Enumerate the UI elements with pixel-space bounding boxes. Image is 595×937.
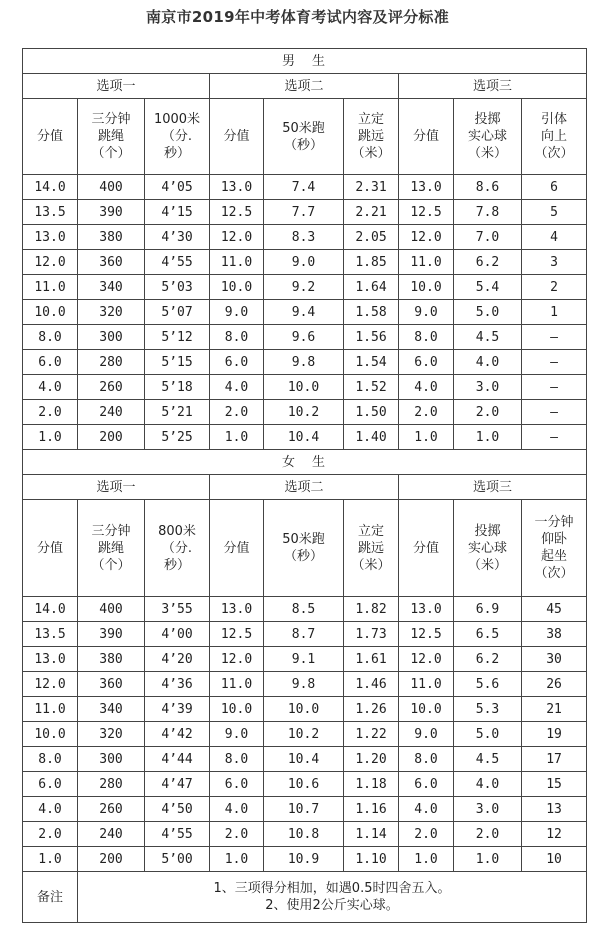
female-table-cell: 4’55 [145, 822, 210, 847]
male-table-cell: 1.58 [344, 300, 399, 325]
male-table-cell: 1.0 [399, 425, 454, 450]
male-table-cell: 280 [78, 350, 145, 375]
female-table-cell: 8.0 [399, 747, 454, 772]
female-table-cell: 1.26 [344, 697, 399, 722]
female-table-cell: 1.0 [454, 847, 522, 872]
female-table-cell: 6.0 [210, 772, 264, 797]
female-table-cell: 30 [522, 647, 587, 672]
male-table-cell: 390 [78, 200, 145, 225]
female-table-cell: 4.0 [23, 797, 78, 822]
male-options-row [23, 74, 587, 99]
female-table-cell: 240 [78, 822, 145, 847]
male-table-cell: 10.0 [399, 275, 454, 300]
female-table-cell: 12.0 [210, 647, 264, 672]
male-table-cell: 5 [522, 200, 587, 225]
male-table-cell: 8.0 [23, 325, 78, 350]
female-table-cell: 9.8 [264, 672, 344, 697]
male-option-2: 选项二 [210, 74, 399, 99]
male-table-cell: 8.0 [399, 325, 454, 350]
female-table-cell: 6.0 [23, 772, 78, 797]
female-table-cell: 3.0 [454, 797, 522, 822]
male-column-header: 立定 跳远 （米） [344, 99, 399, 175]
male-table-cell: 9.6 [264, 325, 344, 350]
male-column-header: 50米跑 （秒） [264, 99, 344, 175]
female-table-cell: 320 [78, 722, 145, 747]
male-table-cell: 12.0 [399, 225, 454, 250]
male-table-cell: 2.0 [454, 400, 522, 425]
female-table-cell: 10.8 [264, 822, 344, 847]
male-table-cell: 400 [78, 175, 145, 200]
male-table-cell: 10.0 [210, 275, 264, 300]
female-table-cell: 13 [522, 797, 587, 822]
male-table-cell: 13.5 [23, 200, 78, 225]
female-table-cell: 4’47 [145, 772, 210, 797]
male-table-cell: 12.0 [23, 250, 78, 275]
male-table-cell: 10.2 [264, 400, 344, 425]
female-table-cell: 13.0 [399, 597, 454, 622]
female-table-cell: 4.0 [399, 797, 454, 822]
female-table-row [23, 722, 587, 747]
female-table-cell: 1.73 [344, 622, 399, 647]
female-table-row [23, 697, 587, 722]
male-option-3: 选项三 [399, 74, 587, 99]
male-table-cell: 5’18 [145, 375, 210, 400]
female-table-cell: 300 [78, 747, 145, 772]
female-table-cell: 12.0 [399, 647, 454, 672]
female-table-cell: 13.5 [23, 622, 78, 647]
male-table-cell: 7.4 [264, 175, 344, 200]
male-table-cell: 240 [78, 400, 145, 425]
female-table-cell: 1.61 [344, 647, 399, 672]
female-table-cell: 19 [522, 722, 587, 747]
male-table-cell: 5’12 [145, 325, 210, 350]
male-table-cell: 10.0 [23, 300, 78, 325]
male-table-row [23, 400, 587, 425]
male-table-cell: 9.8 [264, 350, 344, 375]
female-table-cell: 4’39 [145, 697, 210, 722]
male-table-cell: 2.0 [210, 400, 264, 425]
male-table-cell: 4.0 [23, 375, 78, 400]
male-table-cell: 13.0 [210, 175, 264, 200]
male-table-cell: 9.4 [264, 300, 344, 325]
male-table-cell: 7.0 [454, 225, 522, 250]
male-table-cell: 1.0 [23, 425, 78, 450]
female-table-cell: 10.7 [264, 797, 344, 822]
female-column-header: 50米跑 （秒） [264, 500, 344, 597]
female-column-header: 立定 跳远 （米） [344, 500, 399, 597]
male-table-cell: 2.05 [344, 225, 399, 250]
female-table-cell: 360 [78, 672, 145, 697]
female-table-cell: 26 [522, 672, 587, 697]
male-table-cell: 9.0 [264, 250, 344, 275]
male-table-cell: 4’15 [145, 200, 210, 225]
female-table-cell: 11.0 [23, 697, 78, 722]
note-item: 2、使用2公斤实心球。 [265, 898, 399, 913]
female-table-row [23, 772, 587, 797]
female-table-cell: 11.0 [399, 672, 454, 697]
female-table-cell: 8.0 [210, 747, 264, 772]
female-table-row [23, 622, 587, 647]
female-table-cell: 1.82 [344, 597, 399, 622]
male-table-cell: 11.0 [23, 275, 78, 300]
male-table-cell: 13.0 [399, 175, 454, 200]
male-column-header: 三分钟 跳绳 （个） [78, 99, 145, 175]
male-table-cell: 4.5 [454, 325, 522, 350]
female-table-cell: 4’50 [145, 797, 210, 822]
female-column-header: 三分钟 跳绳 （个） [78, 500, 145, 597]
female-table-cell: 4’20 [145, 647, 210, 672]
female-table-cell: 13.0 [210, 597, 264, 622]
female-table-cell: 6.5 [454, 622, 522, 647]
male-table-cell: 6.0 [210, 350, 264, 375]
female-column-header: 800米 （分. 秒） [145, 500, 210, 597]
male-table-cell: – [522, 425, 587, 450]
male-table-cell: 1.54 [344, 350, 399, 375]
notes-content [78, 872, 587, 923]
female-table-cell: 390 [78, 622, 145, 647]
male-table-cell: 5.4 [454, 275, 522, 300]
male-table-row [23, 250, 587, 275]
male-table-cell: 12.5 [210, 200, 264, 225]
female-table-cell: 4’36 [145, 672, 210, 697]
notes-label: 备注 [23, 872, 78, 923]
female-table-cell: 4.0 [210, 797, 264, 822]
male-column-header: 分值 [23, 99, 78, 175]
male-table-cell: – [522, 325, 587, 350]
male-table-cell: 300 [78, 325, 145, 350]
female-table-cell: 5.0 [454, 722, 522, 747]
male-table-row [23, 300, 587, 325]
male-table-cell: 260 [78, 375, 145, 400]
female-table-row [23, 797, 587, 822]
female-table-cell: 11.0 [210, 672, 264, 697]
male-table-cell: 6.0 [23, 350, 78, 375]
female-table-row [23, 822, 587, 847]
male-table-cell: 200 [78, 425, 145, 450]
male-table-cell: 6 [522, 175, 587, 200]
female-table-cell: 10.0 [23, 722, 78, 747]
male-table-row [23, 375, 587, 400]
male-table-cell: 7.8 [454, 200, 522, 225]
female-table-cell: 1.10 [344, 847, 399, 872]
female-table-cell: 1.22 [344, 722, 399, 747]
male-table-cell: 1.0 [210, 425, 264, 450]
female-table-cell: 1.20 [344, 747, 399, 772]
female-column-header: 分值 [23, 500, 78, 597]
male-table-row [23, 425, 587, 450]
female-table-cell: 5’00 [145, 847, 210, 872]
female-table-cell: 3’55 [145, 597, 210, 622]
male-table-cell: 11.0 [399, 250, 454, 275]
male-table-cell: 2.31 [344, 175, 399, 200]
male-section-label: 男 生 [23, 49, 587, 74]
male-table-cell: 5.0 [454, 300, 522, 325]
female-table-cell: 2.0 [210, 822, 264, 847]
female-table-cell: 12 [522, 822, 587, 847]
female-table-cell: 12.5 [210, 622, 264, 647]
female-table-cell: 5.3 [454, 697, 522, 722]
male-table-cell: 1.50 [344, 400, 399, 425]
male-table-row [23, 225, 587, 250]
male-option-1: 选项一 [23, 74, 210, 99]
male-table-cell: 5’03 [145, 275, 210, 300]
male-table-cell: – [522, 400, 587, 425]
male-table-cell: 340 [78, 275, 145, 300]
page-title: 南京市2019年中考体育考试内容及评分标准 [145, 8, 450, 26]
male-table-cell: 320 [78, 300, 145, 325]
male-table-cell: 2.0 [399, 400, 454, 425]
male-table-cell: 1 [522, 300, 587, 325]
female-table-cell: 8.7 [264, 622, 344, 647]
male-table-cell: 6.2 [454, 250, 522, 275]
male-table-cell: 4’55 [145, 250, 210, 275]
male-table-cell: 8.3 [264, 225, 344, 250]
female-table-cell: 9.0 [210, 722, 264, 747]
female-table-cell: 10.2 [264, 722, 344, 747]
male-table-cell: – [522, 375, 587, 400]
female-table-cell: 260 [78, 797, 145, 822]
male-table-cell: 8.0 [210, 325, 264, 350]
female-table-cell: 400 [78, 597, 145, 622]
male-table-cell: 1.0 [454, 425, 522, 450]
female-table-cell: 8.5 [264, 597, 344, 622]
male-table-cell: 380 [78, 225, 145, 250]
female-column-header: 一分钟 仰卧 起坐 （次） [522, 500, 587, 597]
female-table-cell: 1.16 [344, 797, 399, 822]
female-table-cell: 14.0 [23, 597, 78, 622]
male-table-cell: 14.0 [23, 175, 78, 200]
female-table-cell: 4.5 [454, 747, 522, 772]
male-table-cell: 4’05 [145, 175, 210, 200]
male-column-header: 引体 向上 （次） [522, 99, 587, 175]
male-table-cell: 5’07 [145, 300, 210, 325]
male-table-cell: 5’15 [145, 350, 210, 375]
female-table-cell: 45 [522, 597, 587, 622]
male-table-cell: 1.40 [344, 425, 399, 450]
male-table-cell: 360 [78, 250, 145, 275]
female-table-cell: 5.6 [454, 672, 522, 697]
male-table-cell: 1.56 [344, 325, 399, 350]
male-table-cell: 6.0 [399, 350, 454, 375]
male-table-cell: 10.4 [264, 425, 344, 450]
female-option-2: 选项二 [210, 475, 399, 500]
female-table-cell: 17 [522, 747, 587, 772]
female-table-cell: 4’44 [145, 747, 210, 772]
female-option-3: 选项三 [399, 475, 587, 500]
female-table-row [23, 647, 587, 672]
female-table-cell: 340 [78, 697, 145, 722]
male-table-cell: 2.0 [23, 400, 78, 425]
female-section-label: 女 生 [23, 450, 587, 475]
notes-row [23, 872, 587, 923]
male-table-cell: 9.0 [210, 300, 264, 325]
female-table-cell: 2.0 [23, 822, 78, 847]
female-table-cell: 4’42 [145, 722, 210, 747]
female-table-cell: 2.0 [454, 822, 522, 847]
male-table-cell: 13.0 [23, 225, 78, 250]
female-table-cell: 10.0 [210, 697, 264, 722]
female-option-1: 选项一 [23, 475, 210, 500]
male-table-row [23, 200, 587, 225]
female-table-cell: 1.18 [344, 772, 399, 797]
male-column-header: 投掷 实心球 （米） [454, 99, 522, 175]
female-table-cell: 2.0 [399, 822, 454, 847]
male-table-cell: 12.5 [399, 200, 454, 225]
male-table-cell: 4 [522, 225, 587, 250]
female-table-cell: 200 [78, 847, 145, 872]
male-table-cell: – [522, 350, 587, 375]
female-table-row [23, 597, 587, 622]
male-table-row [23, 175, 587, 200]
female-table-cell: 12.5 [399, 622, 454, 647]
female-table-cell: 10.6 [264, 772, 344, 797]
female-table-row [23, 672, 587, 697]
female-table-cell: 9.1 [264, 647, 344, 672]
female-table-cell: 380 [78, 647, 145, 672]
female-table-cell: 1.0 [23, 847, 78, 872]
male-table-cell: 2 [522, 275, 587, 300]
female-table-cell: 13.0 [23, 647, 78, 672]
female-table-cell: 10.0 [264, 697, 344, 722]
female-table-cell: 10.9 [264, 847, 344, 872]
female-table-cell: 1.46 [344, 672, 399, 697]
male-table-cell: 3 [522, 250, 587, 275]
female-table-cell: 15 [522, 772, 587, 797]
female-table-cell: 8.0 [23, 747, 78, 772]
female-table-cell: 38 [522, 622, 587, 647]
male-table-row [23, 325, 587, 350]
male-table-cell: 8.6 [454, 175, 522, 200]
female-options-row [23, 475, 587, 500]
scoring-table [22, 48, 587, 923]
male-table-cell: 5’21 [145, 400, 210, 425]
male-table-row [23, 275, 587, 300]
female-table-cell: 10.0 [399, 697, 454, 722]
female-section-row [23, 450, 587, 475]
male-table-cell: 3.0 [454, 375, 522, 400]
female-table-cell: 6.2 [454, 647, 522, 672]
male-table-row [23, 350, 587, 375]
male-table-cell: 1.64 [344, 275, 399, 300]
female-table-cell: 1.0 [399, 847, 454, 872]
male-table-cell: 10.0 [264, 375, 344, 400]
female-table-cell: 1.14 [344, 822, 399, 847]
female-table-cell: 6.0 [399, 772, 454, 797]
male-table-cell: 1.85 [344, 250, 399, 275]
male-table-cell: 4.0 [399, 375, 454, 400]
female-table-cell: 1.0 [210, 847, 264, 872]
female-table-cell: 21 [522, 697, 587, 722]
male-table-cell: 1.52 [344, 375, 399, 400]
male-table-cell: 4.0 [454, 350, 522, 375]
male-table-cell: 11.0 [210, 250, 264, 275]
female-column-header: 投掷 实心球 （米） [454, 500, 522, 597]
male-column-header: 分值 [399, 99, 454, 175]
female-table-cell: 6.9 [454, 597, 522, 622]
male-table-cell: 5’25 [145, 425, 210, 450]
female-table-cell: 4.0 [454, 772, 522, 797]
male-column-header: 1000米 （分. 秒） [145, 99, 210, 175]
female-table-row [23, 747, 587, 772]
female-table-cell: 10.4 [264, 747, 344, 772]
note-item: 1、三项得分相加，如遇0.5时四舍五入。 [213, 881, 451, 896]
female-table-cell: 4’00 [145, 622, 210, 647]
male-section-row [23, 49, 587, 74]
male-table-cell: 4’30 [145, 225, 210, 250]
female-table-cell: 280 [78, 772, 145, 797]
male-column-header: 分值 [210, 99, 264, 175]
female-table-cell: 9.0 [399, 722, 454, 747]
female-table-cell: 10 [522, 847, 587, 872]
male-table-cell: 2.21 [344, 200, 399, 225]
female-table-cell: 12.0 [23, 672, 78, 697]
male-header-row [23, 99, 587, 175]
female-header-row [23, 500, 587, 597]
male-table-cell: 7.7 [264, 200, 344, 225]
male-table-cell: 4.0 [210, 375, 264, 400]
male-table-cell: 9.0 [399, 300, 454, 325]
female-column-header: 分值 [399, 500, 454, 597]
male-table-cell: 12.0 [210, 225, 264, 250]
female-table-row [23, 847, 587, 872]
female-column-header: 分值 [210, 500, 264, 597]
male-table-cell: 9.2 [264, 275, 344, 300]
